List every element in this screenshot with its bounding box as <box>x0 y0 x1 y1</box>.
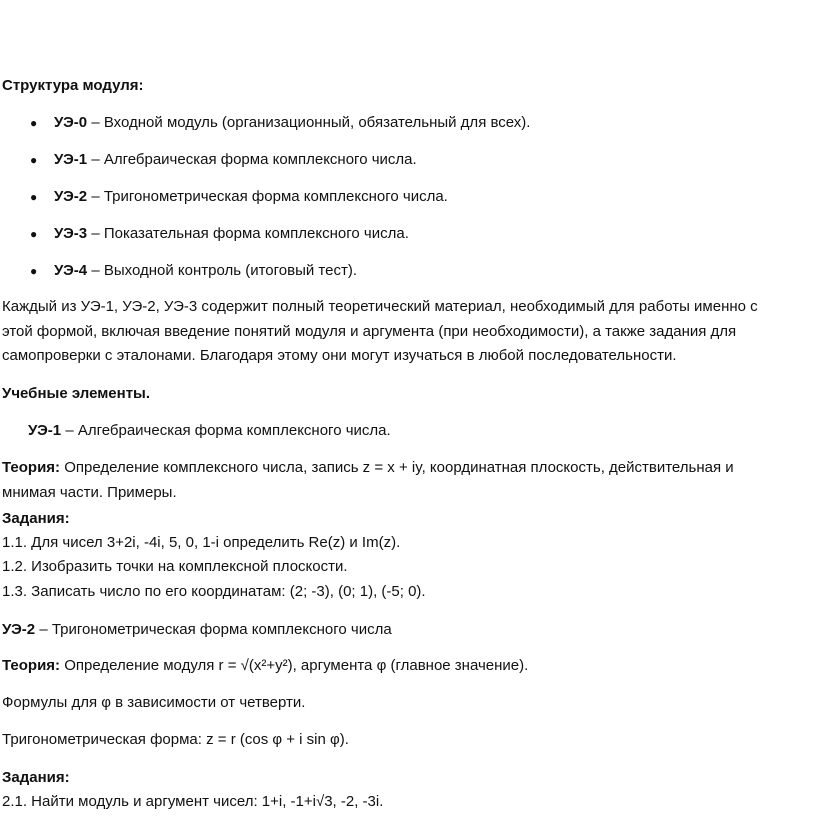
ue1-theory: Теория: Определение комплексного числа, запись z = x + iy, координатная плоскость, действительная и <box>2 459 734 476</box>
task-item: 1.1. Для чисел 3+2i, -4i, 5, 0, 1-i определить Re(z) и Im(z). <box>2 534 401 551</box>
bullet-icon: ● <box>30 190 38 204</box>
list-item: УЭ-1 – Алгебраическая форма комплексного числа. <box>54 151 417 168</box>
ue1-title: УЭ-1 – Алгебраическая форма комплексного числа. <box>28 422 391 439</box>
task-item: 2.1. Найти модуль и аргумент чисел: 1+i, -1+i√3, -2, -3i. <box>2 793 384 810</box>
bullet-icon: ● <box>30 227 38 241</box>
paragraph-line: этой формой, включая введение понятий модуля и аргумента (при необходимости), а также задания для <box>2 323 737 340</box>
paragraph-line: самопроверки с эталонами. Благодаря этому они могут изучаться в любой последовательности. <box>2 347 677 364</box>
structure-heading: Структура модуля: <box>2 77 144 94</box>
bullet-icon: ● <box>30 116 38 130</box>
ue2-trig-form: Тригонометрическая форма: z = r (cos φ + i sin φ). <box>2 731 349 748</box>
task-item: 1.3. Записать число по его координатам: (2; -3), (0; 1), (-5; 0). <box>2 583 426 600</box>
ue2-theory: Теория: Определение модуля r = √(x²+y²), аргумента φ (главное значение). <box>2 657 529 674</box>
elements-heading: Учебные элементы. <box>2 385 151 402</box>
list-item: УЭ-3 – Показательная форма комплексного числа. <box>54 225 409 242</box>
ue1-tasks-label: Задания: <box>2 510 70 527</box>
paragraph-line: Каждый из УЭ-1, УЭ-2, УЭ-3 содержит полный теоретический материал, необходимый для работы именно с <box>2 298 758 315</box>
bullet-icon: ● <box>30 264 38 278</box>
ue2-title: УЭ-2 – Тригонометрическая форма комплексного числа <box>2 621 392 638</box>
task-item: 1.2. Изобразить точки на комплексной плоскости. <box>2 558 348 575</box>
list-item: УЭ-4 – Выходной контроль (итоговый тест). <box>54 262 357 279</box>
ue2-tasks-label: Задания: <box>2 769 70 786</box>
list-item: УЭ-2 – Тригонометрическая форма комплексного числа. <box>54 188 448 205</box>
ue2-formulas: Формулы для φ в зависимости от четверти. <box>2 694 306 711</box>
bullet-icon: ● <box>30 153 38 167</box>
list-item: УЭ-0 – Входной модуль (организационный, обязательный для всех). <box>54 114 531 131</box>
ue1-theory-cont: мнимая части. Примеры. <box>2 484 177 501</box>
